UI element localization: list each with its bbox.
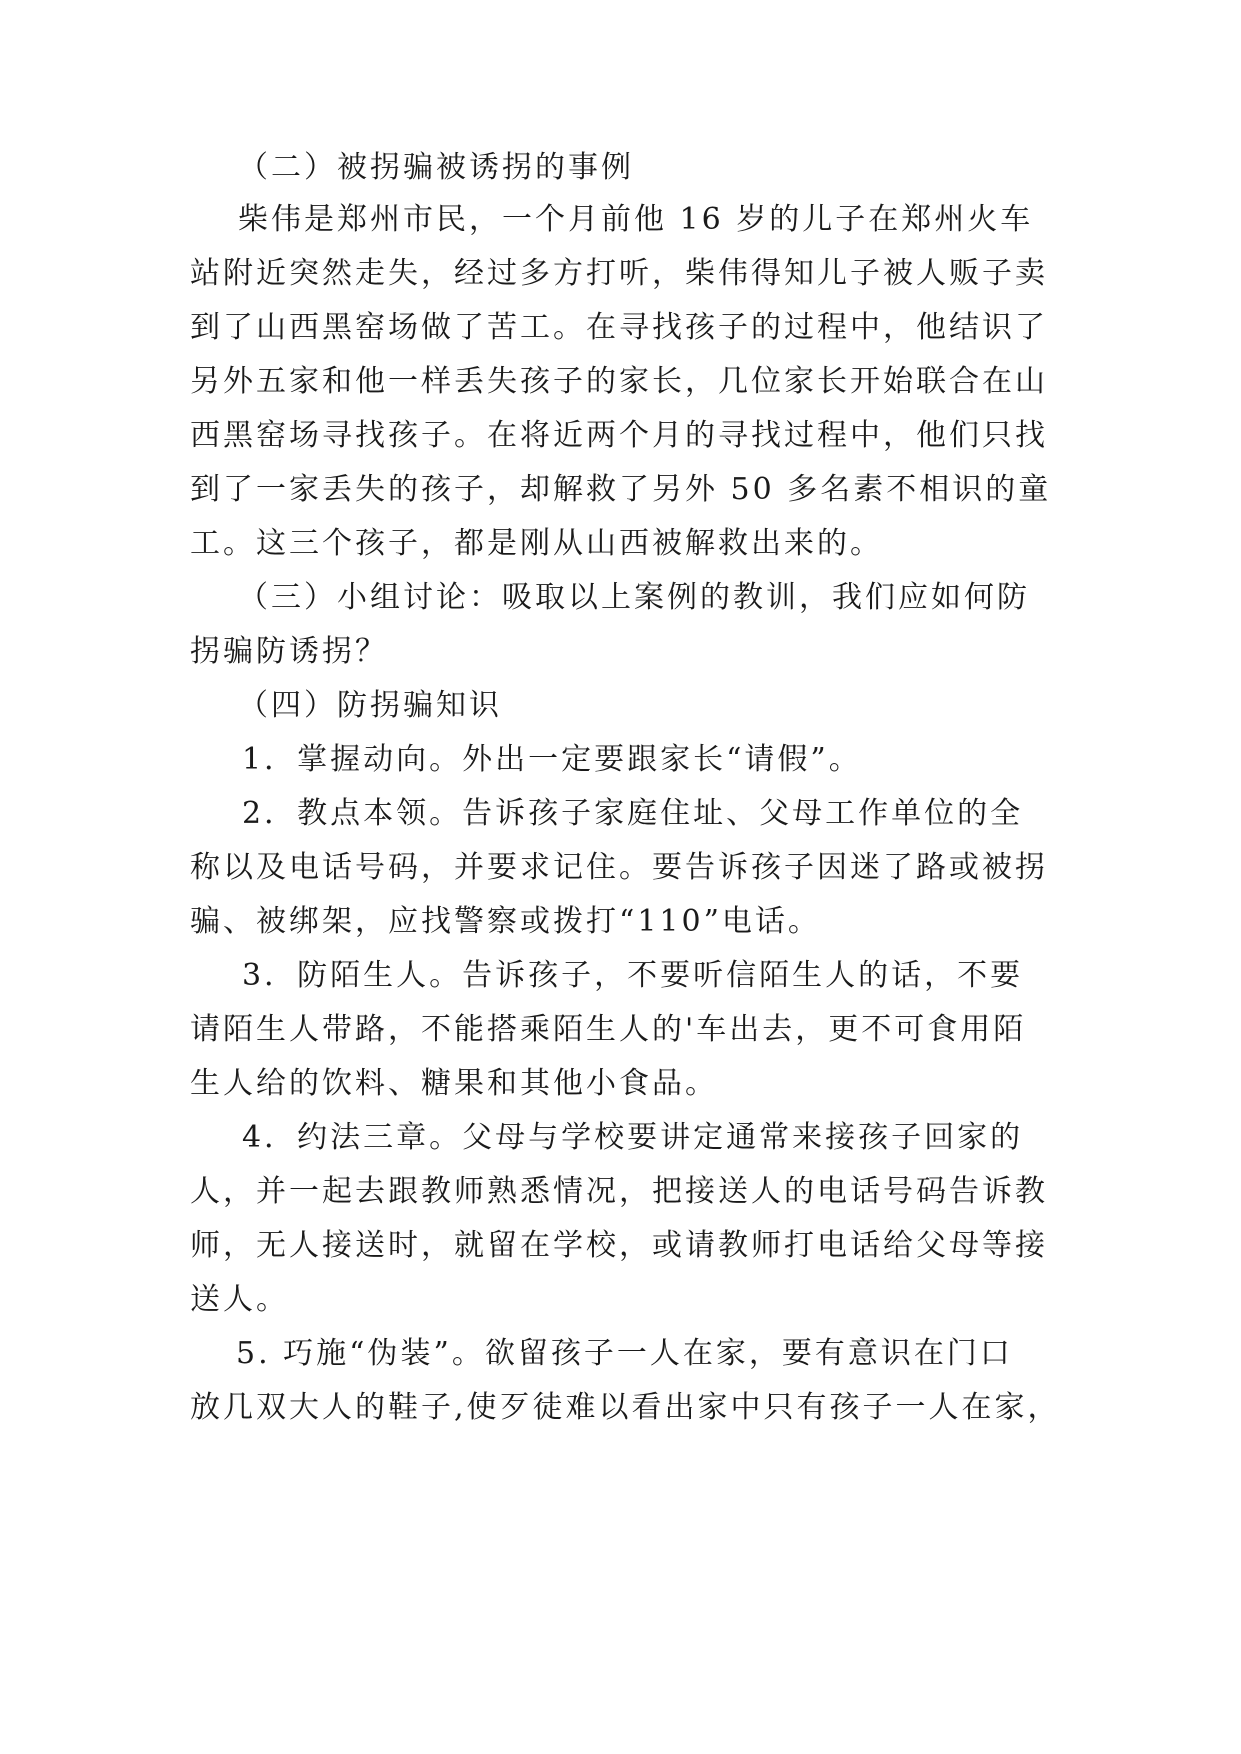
paragraph-line: 柴伟是郑州市民，一个月前他 16 岁的儿子在郑州火车 xyxy=(238,202,1034,237)
heading-knowledge: （四）防拐骗知识 xyxy=(238,688,502,723)
heading-case-examples: （二）被拐骗被诱拐的事例 xyxy=(238,150,634,185)
paragraph-line: 称以及电话号码，并要求记住。要告诉孩子因迷了路或被拐 xyxy=(190,850,1048,885)
paragraph-line: 站附近突然走失，经过多方打听，柴伟得知儿子被人贩子卖 xyxy=(190,256,1048,291)
paragraph-line: 请陌生人带路，不能搭乘陌生人的'车出去，更不可食用陌 xyxy=(190,1012,1027,1047)
paragraph-line: 师，无人接送时，就留在学校，或请教师打电话给父母等接 xyxy=(190,1228,1048,1263)
list-item-3: 3．防陌生人。告诉孩子，不要听信陌生人的话，不要 xyxy=(242,958,1024,993)
paragraph-line: 送人。 xyxy=(190,1282,289,1317)
paragraph-line: 到了山西黑窑场做了苦工。在寻找孩子的过程中，他结识了 xyxy=(190,310,1048,345)
paragraph-line: 生人给的饮料、糖果和其他小食品。 xyxy=(190,1066,718,1101)
paragraph-line: 另外五家和他一样丢失孩子的家长，几位家长开始联合在山 xyxy=(190,364,1048,399)
paragraph-line: 人，并一起去跟教师熟悉情况，把接送人的电话号码告诉教 xyxy=(190,1174,1048,1209)
list-item-1: 1．掌握动向。外出一定要跟家长“请假”。 xyxy=(242,742,862,777)
paragraph-line: 拐骗防诱拐？ xyxy=(190,634,388,669)
list-item-2: 2．教点本领。告诉孩子家庭住址、父母工作单位的全 xyxy=(242,796,1024,831)
paragraph-line: 到了一家丢失的孩子，却解救了另外 50 多名素不相识的童 xyxy=(190,472,1052,507)
list-item-4: 4．约法三章。父母与学校要讲定通常来接孩子回家的 xyxy=(242,1120,1024,1155)
heading-group-discussion: （三）小组讨论：吸取以上案例的教训，我们应如何防 xyxy=(238,580,1030,615)
paragraph-line: 西黑窑场寻找孩子。在将近两个月的寻找过程中，他们只找 xyxy=(190,418,1048,453)
list-item-5: 5. 巧施“伪装”。欲留孩子一人在家，要有意识在门口 xyxy=(236,1336,1013,1371)
paragraph-line: 骗、被绑架，应找警察或拨打“110”电话。 xyxy=(190,904,821,939)
paragraph-line: 放几双大人的鞋子,使歹徒难以看出家中只有孩子一人在家， xyxy=(190,1390,1061,1425)
paragraph-line: 工。这三个孩子，都是刚从山西被解救出来的。 xyxy=(190,526,883,561)
